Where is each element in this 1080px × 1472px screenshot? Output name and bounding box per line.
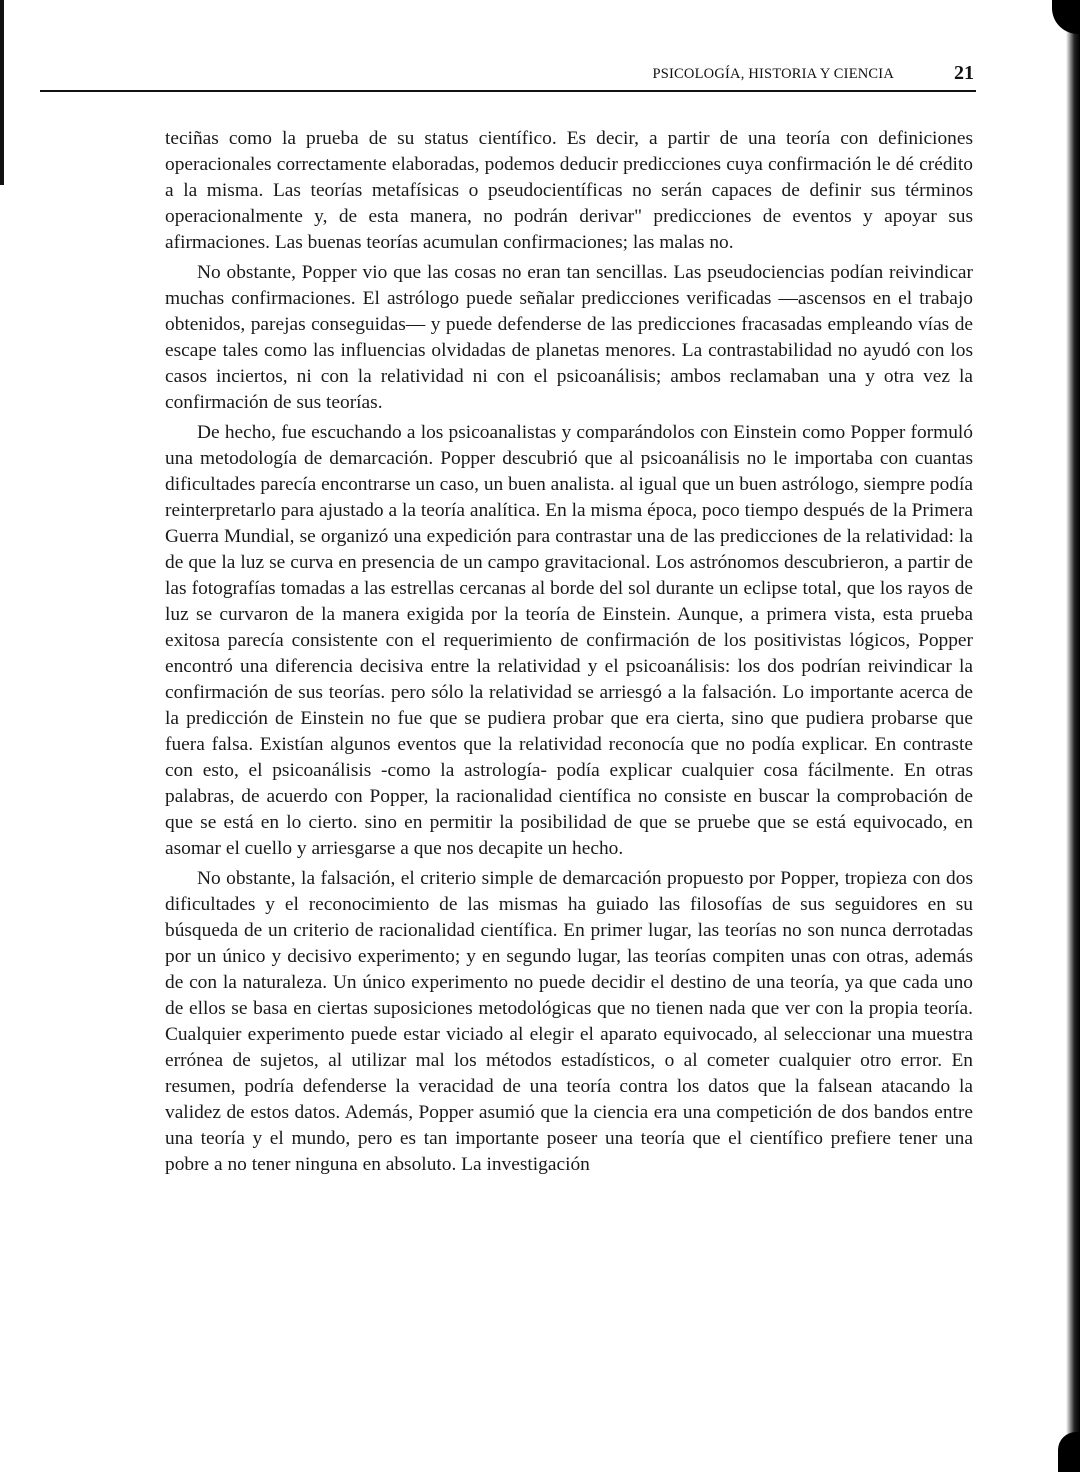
paragraph-3: De hecho, fue escuchando a los psicoanalistas y comparándolos con Einstein como Popper formuló una metodología de demarcación. Popper descubrió que al psicoanálisis no le importaba con cuantas dificultades parecía encontrarse un caso, un buen analista. al igual que un buen astrólogo, siempre podía reinterpretarlo para ajustado a la teoría analítica. En la misma época, poco tiempo después de la Primera Guerra Mundial, se organizó una expedición para contrastar una de las predicciones de la relatividad: la de que la luz se curva en presencia de un campo gravitacional. Los astrónomos descubrieron, a partir de las fotografías tomadas a las estrellas cercanas al borde del sol durante un eclipse total, que los rayos de luz se curvaron de la manera exigida por la teoría de Einstein. Aunque, a primera vista, esta prueba exitosa parecía consistente con el requerimiento de confirmación de los positivistas lógicos, Popper encontró una diferencia decisiva entre la relatividad y el psicoanálisis: los dos podrían reivindicar la confirmación de sus teorías. pero sólo la relatividad se arriesgó a la falsación. Lo importante acerca de la predicción de Einstein no fue que se pudiera probar que era cierta, sino que pudiera probarse que fuera falsa. Existían algunos eventos que la relatividad reconocía que no podía explicar. En contraste con esto, el psicoanálisis -como la astrología- podía explicar cualquier cosa fácilmente. En otras palabras, de acuerdo con Popper, la racionalidad científica no consiste en buscar la comprobación de que se está en lo cierto. sino en permitir la posibilidad de que se pruebe que se está equivocado, en asomar el cuello y arriesgarse a que nos decapite un hecho. (165, 422, 973, 859)
paragraph-2: No obstante, Popper vio que las cosas no eran tan sencillas. Las pseudociencias podían reivindicar muchas confirmaciones. El astrólogo puede señalar predicciones verificadas —ascensos en el trabajo obtenidos, parejas conseguidas— y puede defenderse de las predicciones fracasadas empleando vías de escape tales como las influencias olvidadas de planetas menores. La contrastabilidad no ayudó con los casos inciertos, ni con la relatividad ni con el psicoanálisis; ambos reclamaban una y otra vez la confirmación de sus teorías. (165, 262, 973, 413)
scan-corner-shadow (1052, 0, 1080, 34)
running-title: PSICOLOGÍA, HISTORIA Y CIENCIA (652, 66, 894, 82)
body-text (165, 126, 973, 1182)
paragraph-4: No obstante, la falsación, el criterio simple de demarcación propuesto por Popper, tropieza con dos dificultades y el reconocimiento de las mismas ha guiado las filosofías de sus seguidores en su búsqueda de un criterio de racionalidad científica. En primer lugar, las teorías no son nunca derrotadas por un único y decisivo experimento; y en segundo lugar, las teorías compiten unas con otras, además de con la naturaleza. Un único experimento no puede decidir el destino de una teoría, ya que cada uno de ellos se basa en ciertas suposiciones metodológicas que no tienen nada que ver con la propia teoría. Cualquier experimento puede estar viciado al elegir el aparato equivocado, al seleccionar una muestra errónea de sujetos, al utilizar mal los métodos estadísticos, o al cometer cualquier otro error. En resumen, podría defenderse la veracidad de una teoría contra los datos que la falsean atacando la validez de estos datos. Además, Popper asumió que la ciencia era una competición de dos bandos entre una teoría y el mundo, pero es tan importante poseer una teoría que el científico prefiere tener una pobre a no tener ninguna en absoluto. La investigación (165, 868, 973, 1175)
scan-bottom-shadow (1058, 1432, 1080, 1472)
scan-left-edge (0, 0, 4, 185)
scan-right-edge (1066, 0, 1080, 1472)
paragraph-1: teciñas como la prueba de su status científico. Es decir, a partir de una teoría con definiciones operacionales correctamente elaboradas, podemos deducir predicciones cuya confirmación le dé crédito a la misma. Las teorías metafísicas o pseudocientíficas no serán capaces de definir sus términos operacionalmente y, de esta manera, no podrán derivar" predicciones de eventos y apoyar sus afirmaciones. Las buenas teorías acumulan confirmaciones; las malas no. (165, 128, 973, 253)
running-header (40, 62, 976, 92)
page-number: 21 (954, 62, 974, 84)
